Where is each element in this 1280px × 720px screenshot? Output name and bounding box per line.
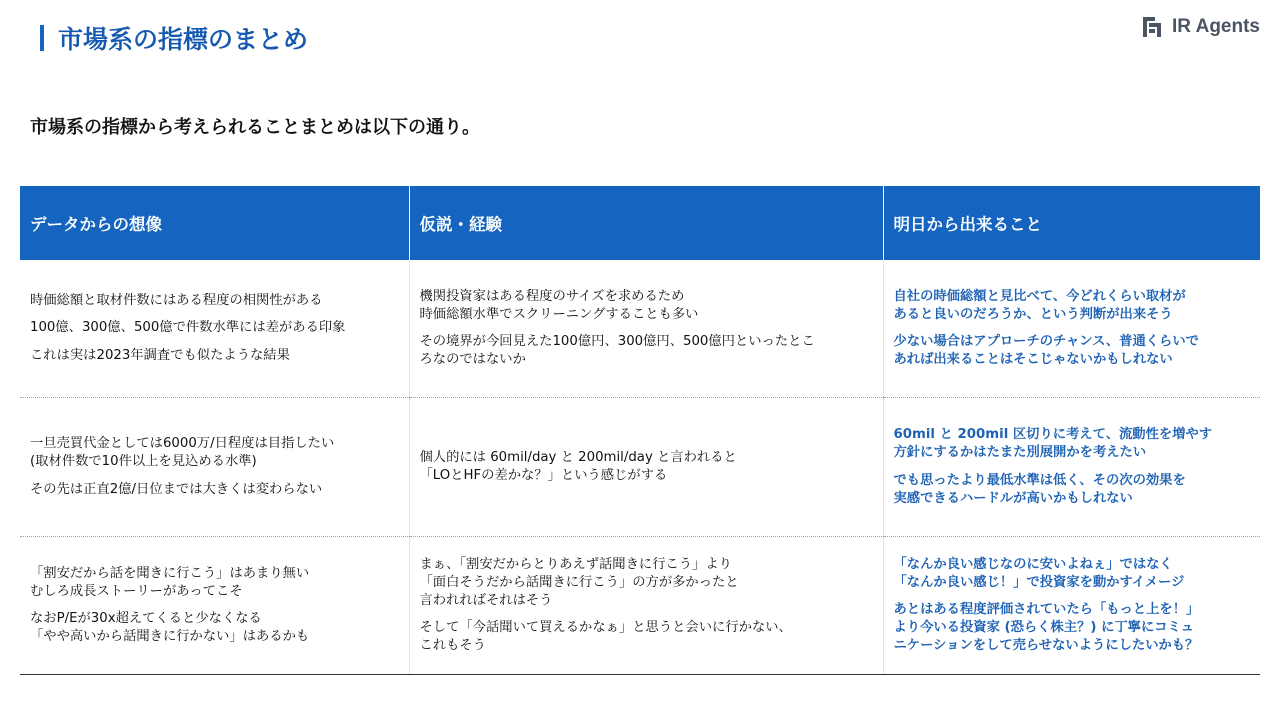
cell-text-line: 時価総額と取材件数にはある程度の相関性がある [30, 293, 323, 309]
cell-paragraph [894, 472, 1251, 508]
cell-text-line: 機関投資家はある程度のサイズを求めるため [419, 288, 685, 304]
cell-data-imagination [20, 537, 409, 675]
table-row [20, 398, 1260, 537]
header-actions-from-tomorrow: 明日から出来ること [883, 186, 1260, 260]
cell-text-line: 自社の時価総額と見比べて、今どれくらい取材が [893, 288, 1186, 304]
cell-text-line: 実感できるハードルが高いかもしれない [893, 490, 1133, 506]
cell-paragraph [894, 333, 1251, 369]
cell-paragraph [894, 288, 1251, 324]
cell-paragraph [420, 333, 873, 369]
cell-text-line: 「LOとHFの差かな？」という感じがする [419, 468, 668, 483]
cell-paragraph [420, 619, 873, 655]
cell-text-line: 「なんか良い感じ！」で投資家を動かすイメージ [893, 574, 1185, 590]
cell-text-line: 「割安だから話を聞きに行こう」はあまり無い [30, 565, 310, 581]
cell-paragraph [894, 601, 1251, 655]
cell-text-line: (取材件数で10件以上を見込める水準) [30, 454, 257, 470]
table-body [20, 260, 1260, 675]
cell-text-line: ニケーションをして売らせないようにしたいかも？ [893, 638, 1199, 654]
cell-paragraph [30, 347, 399, 365]
cell-text-line: あとはある程度評価されていたら「もっと上を！」 [893, 601, 1200, 617]
cell-text-line: なおP/Eが30x超えてくると少なくなる [30, 611, 262, 626]
cell-hypothesis-experience [409, 398, 883, 537]
page-title: 市場系の指標のまとめ [58, 25, 309, 54]
cell-paragraph [30, 481, 399, 499]
cell-text-line: あれば出来ることはそこじゃないかもしれない [893, 352, 1173, 368]
cell-data-imagination [20, 398, 409, 537]
cell-paragraph [30, 610, 399, 646]
cell-paragraph [30, 565, 399, 601]
cell-text-line: 言われればそれはそう [419, 592, 553, 608]
ir-agents-logo-icon [1140, 15, 1164, 39]
cell-text-line: これは実は2023年調査でも似たような結果 [30, 347, 290, 363]
table-header-row [20, 186, 1260, 260]
cell-paragraph [30, 319, 399, 337]
cell-hypothesis-experience [409, 260, 883, 398]
cell-text-line: 個人的には 60mil/day と 200mil/day と言われると [419, 449, 737, 465]
cell-hypothesis-experience [409, 537, 883, 675]
cell-text-line: 「面白そうだから話聞きに行こう」の方が多かったと [419, 574, 739, 590]
page-subtitle: 市場系の指標から考えられることまとめは以下の通り。 [30, 117, 480, 138]
cell-text-line: その先は正直2億/日位までは大きくは変わらない [30, 481, 323, 497]
cell-text-line: より今いる投資家 (恐らく株主？) に丁寧にコミュ [893, 620, 1194, 636]
cell-text-line: その境界が今回見えた100億円、300億円、500億円といったとこ [419, 334, 815, 349]
cell-text-line: 一旦売買代金としては6000万/日程度は目指したい [30, 436, 335, 452]
cell-text-line: むしろ成長ストーリーがあってこそ [30, 583, 243, 599]
cell-actions-from-tomorrow [883, 537, 1260, 675]
cell-paragraph [894, 426, 1251, 462]
table-row [20, 260, 1260, 398]
cell-paragraph [30, 292, 399, 310]
header-data-imagination: データからの想像 [20, 186, 409, 260]
cell-text-line: 「やや高いから話聞きに行かない」はあるかも [30, 629, 310, 645]
title-accent-bar [40, 25, 44, 51]
cell-paragraph [420, 556, 873, 610]
cell-text-line: ろなのではないか [419, 352, 526, 368]
cell-data-imagination [20, 260, 409, 398]
cell-text-line: 60mil と 200mil 区切りに考えて、流動性を増やす [893, 427, 1213, 443]
ir-agents-logo [1140, 14, 1260, 40]
cell-text-line: 方針にするかはたまた別展開かを考えたい [893, 445, 1147, 461]
cell-paragraph [894, 556, 1251, 592]
logo-text: IR Agents [1172, 16, 1260, 37]
cell-text-line: まぁ、「割安だからとりあえず話聞きに行こう」より [419, 556, 732, 572]
header-hypothesis-experience: 仮説・経験 [409, 186, 883, 260]
table-row [20, 537, 1260, 675]
cell-text-line: これもそう [419, 638, 486, 654]
cell-text-line: 100億、300億、500億で件数水準には差がある印象 [30, 320, 346, 336]
cell-paragraph [420, 288, 873, 324]
cell-text-line: 少ない場合はアプローチのチャンス、普通くらいで [893, 334, 1199, 349]
cell-text-line: 時価総額水準でスクリーニングすることも多い [419, 306, 699, 322]
summary-table [20, 186, 1260, 675]
cell-text-line: そして「今話聞いて買えるかなぁ」と思うと会いに行かない、 [419, 620, 792, 636]
cell-text-line: 「なんか良い感じなのに安いよねぇ」ではなく [893, 556, 1173, 572]
cell-text-line: あると良いのだろうか、という判断が出来そう [893, 306, 1173, 322]
cell-actions-from-tomorrow [883, 260, 1260, 398]
cell-actions-from-tomorrow [883, 398, 1260, 537]
cell-text-line: でも思ったより最低水準は低く、その次の効果を [893, 472, 1186, 488]
cell-paragraph [30, 435, 399, 471]
cell-paragraph [420, 449, 873, 485]
